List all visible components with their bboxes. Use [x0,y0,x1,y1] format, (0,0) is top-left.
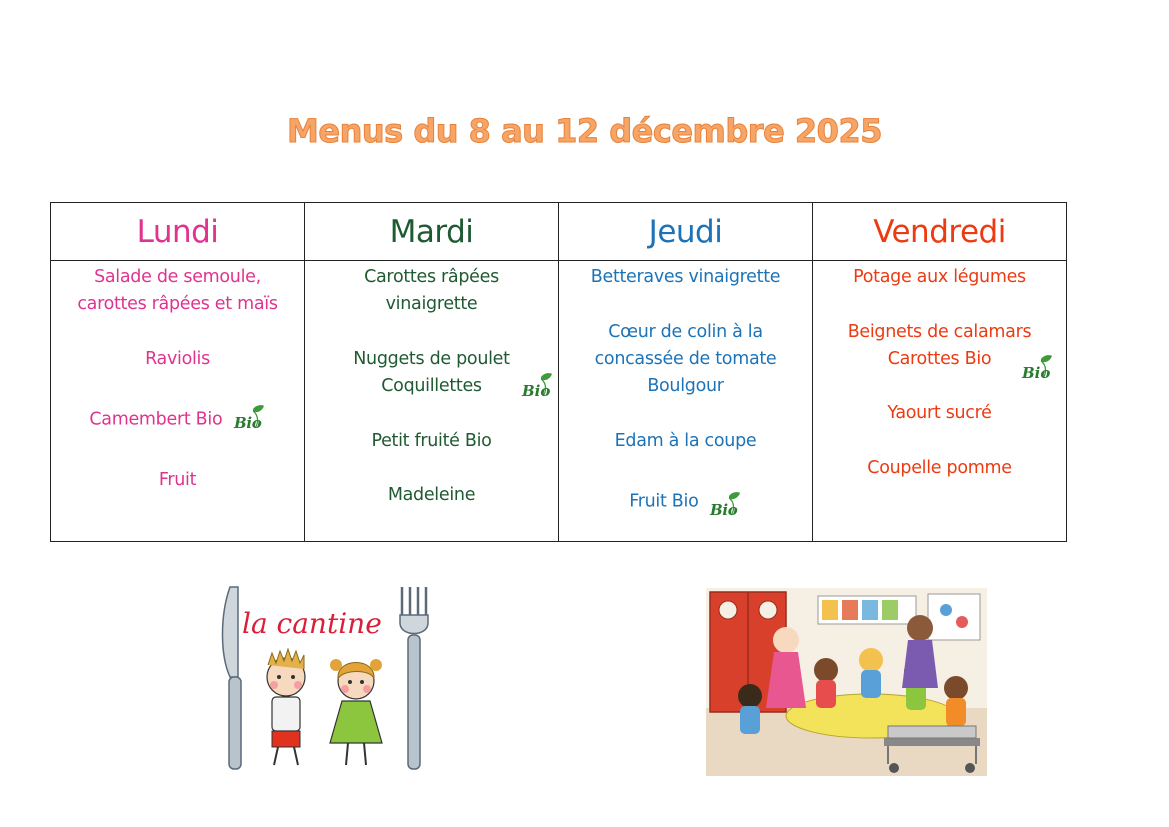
menu-item: vinaigrette [385,294,478,315]
day-header-vendredi: Vendredi [813,203,1067,261]
menu-item: Salade de semoule, [94,267,261,287]
svg-text:Bio: Bio [1022,364,1051,382]
menu-item: Edam à la coupe [614,430,757,451]
menu-cell-mardi [305,261,559,542]
menu-item: Nuggets de poulet [353,348,510,369]
menu-item: Yaourt sucré [887,403,992,424]
bio-logo-icon [708,490,742,529]
menu-item: Madeleine [387,485,476,506]
menu-item: Boulgour [647,376,724,397]
page-title: Menus du 8 au 12 décembre 2025 [287,112,882,150]
svg-text:la cantine: la cantine [242,607,382,640]
menu-item: Carottes Bio [887,348,992,369]
menu-cell-lundi [51,261,305,542]
menu-item: Carottes râpées [364,267,499,287]
day-header-jeudi: Jeudi [559,203,813,261]
menu-item: Cœur de colin à la [608,321,763,342]
menu-item: Coupelle pomme [867,458,1012,479]
menu-item: Raviolis [145,348,210,369]
cafeteria-illustration [706,588,987,780]
menu-item: carottes râpées et maïs [77,294,278,315]
menu-item: Potage aux légumes [853,267,1026,287]
header-row [51,203,1067,261]
menu-item: Beignets de calamars [847,321,1032,342]
svg-text:Bio: Bio [233,414,262,433]
menu-item: Petit fruité Bio [371,430,492,451]
svg-text:Bio: Bio [709,501,738,520]
menu-row [51,261,1067,542]
menu-cell-jeudi [559,261,813,542]
menu-item: Fruit Bio [629,492,699,513]
day-header-mardi: Mardi [305,203,559,261]
bio-logo-icon [1020,353,1054,387]
day-header-lundi: Lundi [51,203,305,261]
menu-table [50,202,1067,542]
bio-logo-icon [520,371,554,405]
menu-item: Fruit [158,470,197,491]
cantine-illustration [216,585,444,779]
menu-item: Coquillettes [381,376,482,397]
menu-item: Betteraves vinaigrette [590,267,781,287]
menu-item: concassée de tomate [594,348,777,369]
menu-cell-vendredi [813,261,1067,542]
bio-logo-icon [232,403,266,442]
menu-item: Camembert Bio [89,410,223,431]
svg-text:Bio: Bio [522,382,551,400]
